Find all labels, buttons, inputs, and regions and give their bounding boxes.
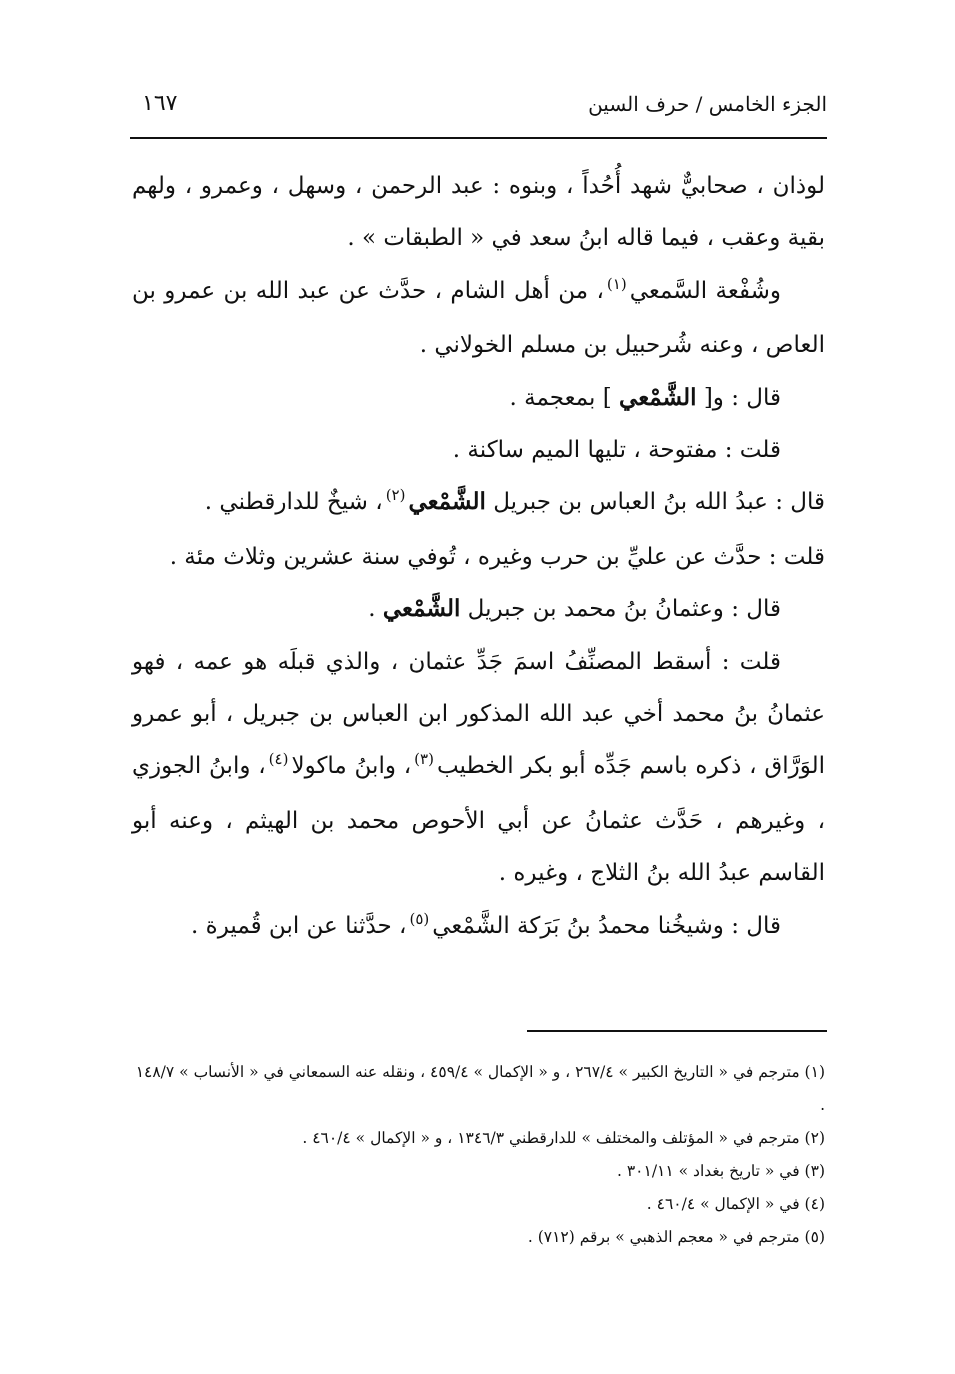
body-text	[132, 160, 825, 954]
paragraph-3-text-a: قال : و[	[703, 384, 781, 411]
paragraph-1: لوذان ، صحابيٌّ شهد أُحُداً ، وبنوه : عبد الرحمن ، وسهل ، وعمرو ، ولهم بقية وعقب ، فيما قاله ابنُ سعد في « الطبقات » .	[132, 173, 825, 252]
running-title: الجزء الخامس / حرف السين	[588, 92, 827, 116]
paragraph-5-term: الشَّمْعي	[408, 488, 486, 516]
header-rule	[130, 137, 827, 139]
footnote-2: (٢) مترجم في « المؤتلف والمختلف » للدارقطني ١٣٤٦/٣ ، و « الإكمال » ٤٦٠/٤ .	[302, 1129, 825, 1147]
paragraph-6: قلت : حدَّث عن عليِّ بن حرب وغيره ، تُوفي سنة عشرين وثلاث مئة .	[169, 543, 825, 570]
paragraph-8-text-b: ، وابنُ ماكولا	[291, 753, 412, 780]
footnote-separator	[527, 1030, 827, 1032]
paragraph-8-text-c: ، وابنُ الجوزي ، وغيرهم ، حَدَّث عثمانُ عن أبي الأحوص محمد بن الهيثم ، وعنه أبو القاسم عبدُ الله بنُ الثلاج ، وغيره .	[132, 753, 825, 887]
paragraph-9	[132, 900, 825, 954]
paragraph-7	[132, 583, 825, 635]
paragraph-8-text-a: قلت : أسقط المصنِّفُ اسمَ جَدِّ عثمان ، والذي قبلَه هو عمه ، فهو عثمانُ بنُ محمد أخي عبد الله المذكور ابن العباس بن جبريل ، أبو عمرو الوَرَّاق ، ذكره باسم جَدِّه أبو بكر الخطيب	[132, 648, 825, 780]
footnote-5: (٥) مترجم في « معجم الذهبي » برقم (٧١٢) .	[527, 1228, 825, 1246]
footnote-ref-5: (٥)	[409, 909, 430, 928]
paragraph-5	[132, 476, 825, 530]
footnote-3: (٣) في « تاريخ بغداد » ٣٠١/١١ .	[617, 1162, 825, 1180]
footnote-ref-1: (١)	[606, 274, 627, 293]
paragraph-5-text-b: ، شيخٌ للدارقطني .	[204, 489, 383, 516]
paragraph-8	[132, 636, 825, 900]
paragraph-3	[132, 372, 825, 424]
paragraph-9-text-b: ، حدَّثنا عن ابن قُميرة .	[191, 912, 407, 939]
paragraph-4: قلت : مفتوحة ، تليها الميم ساكنة .	[452, 437, 781, 464]
footnote-ref-2: (٢)	[385, 486, 406, 505]
paragraph-7-text-b: .	[368, 596, 376, 623]
paragraph-9-text-a: قال : وشيخُنا محمدُ بنُ بَرَكة الشَّمْعي	[432, 912, 781, 939]
paragraph-2-text-a: وشُفْعة السَّمعي	[629, 277, 781, 304]
paragraph-7-text-a: قال : وعثمانُ بنُ محمد بن جبريل	[467, 596, 781, 623]
paragraph-3-term: الشَّمْعي	[619, 383, 697, 411]
footnote-ref-4: (٤)	[268, 750, 289, 769]
footnote-ref-3: (٣)	[414, 750, 434, 769]
footnote-4: (٤) في « الإكمال » ٤٦٠/٤ .	[646, 1195, 825, 1213]
paragraph-2	[132, 265, 825, 372]
page-header	[128, 86, 827, 126]
footnote-1: (١) مترجم في « التاريخ الكبير » ٢٦٧/٤ ، و « الإكمال » ٤٥٩/٤ ، ونقله عنه السمعاني في « الأنساب » ١٤٨/٧ .	[135, 1063, 825, 1114]
paragraph-5-text-a: قال : عبدُ الله بنُ العباس بن جبريل	[493, 489, 825, 516]
footnotes	[132, 1056, 825, 1254]
paragraph-2-text-b: ، من أهل الشام ، حدَّث عن عبد الله بن عمرو بن العاص ، وعنه شُرحبيل بن مسلم الخولاني .	[132, 277, 825, 359]
page-number: ١٦٧	[142, 91, 178, 116]
paragraph-3-text-b: ] بمعجمة .	[509, 384, 612, 411]
paragraph-7-term: الشَّمْعي	[382, 595, 461, 623]
